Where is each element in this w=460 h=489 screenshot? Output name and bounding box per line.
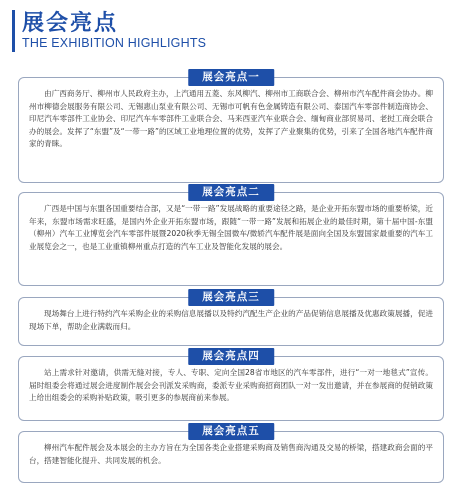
section-text: 由广西商务厅、柳州市人民政府主办，上汽通用五菱、东风柳汽、柳州市工商联合会、柳州市汽车配件商会协办。柳州市柳德会展服务有限公司、无锡惠山泵业有限公司、无锡市可帆有色金属铸造有限公司、泰国汽车零部件制造商协会、印尼汽车零部件工业协会、印尼汽车车零部件工业联合会、马来西亚汽车业联合会、缅甸商业部贸易司、老挝工商会联合办的展会。发挥了“东盟”及“一带一路”的区域工业地理位置的优势，发挥了产业聚集的优势，引来了全国各地汽车配件商家的青睐。 <box>29 89 433 149</box>
section-badge: 展会亮点一 <box>188 69 274 86</box>
section-text: 广西是中国与东盟各国重要结合部，又是“一带一路”发展战略的重要途径之路，是企业开拓东盟市场的重要桥梁，近年来，东盟市场需求旺盛，是国内外企业开拓东盟市场，跟随“一带一路”发展和拓展企业的最佳时期，第十届中国-东盟（柳州）汽车工业博览会汽车零部件展暨2020秋季无锡全国微车/微轿汽车配件展是面向全国及东盟国家最重要的汽车工业展览会之一，也是工业重镇柳州重点打造的汽车工业及智能化发展的展会。 <box>29 204 433 251</box>
page-subtitle: THE EXHIBITION HIGHLIGHTS <box>22 36 207 50</box>
section-badge: 展会亮点二 <box>188 184 274 201</box>
highlight-section-1 <box>18 69 444 183</box>
section-box <box>18 356 444 421</box>
section-badge: 展会亮点三 <box>188 289 274 306</box>
section-badge: 展会亮点四 <box>188 348 274 365</box>
highlight-section-2 <box>18 184 444 286</box>
section-text: 现场舞台上进行特约汽车采购企业的采购信息展播以及特约汽配生产企业的产品促销信息展播及优惠政策展播，促进现场下单，帮助企业满载而归。 <box>29 309 433 331</box>
section-text: 柳州汽车配件展会及本展会的主办方旨在为全国各类企业搭建采购商及销售商沟通及交易的桥梁，搭建政商会面的平台，搭建智能化提升、共同发展的机会。 <box>29 443 433 465</box>
section-box <box>18 77 444 183</box>
section-text: 站上需求针对邀请，供需无缝对接，专人、专职、定向全国28省市地区的汽车零部件，进行“一对一地毯式”宣传。届时组委会将通过展会进度制作展会会刊派发采购商，委派专业采购商招商团队一对一发出邀请，并在参展商的促销政策上给出组委会的采购补贴政策，吸引更多的参展商前来参展。 <box>29 368 433 403</box>
highlight-section-4 <box>18 348 444 421</box>
section-box <box>18 192 444 286</box>
highlight-section-3 <box>18 289 444 346</box>
page-title: 展会亮点 <box>22 11 119 36</box>
section-badge: 展会亮点五 <box>188 423 274 440</box>
highlight-section-5 <box>18 423 444 483</box>
title-accent-bar <box>12 10 15 52</box>
